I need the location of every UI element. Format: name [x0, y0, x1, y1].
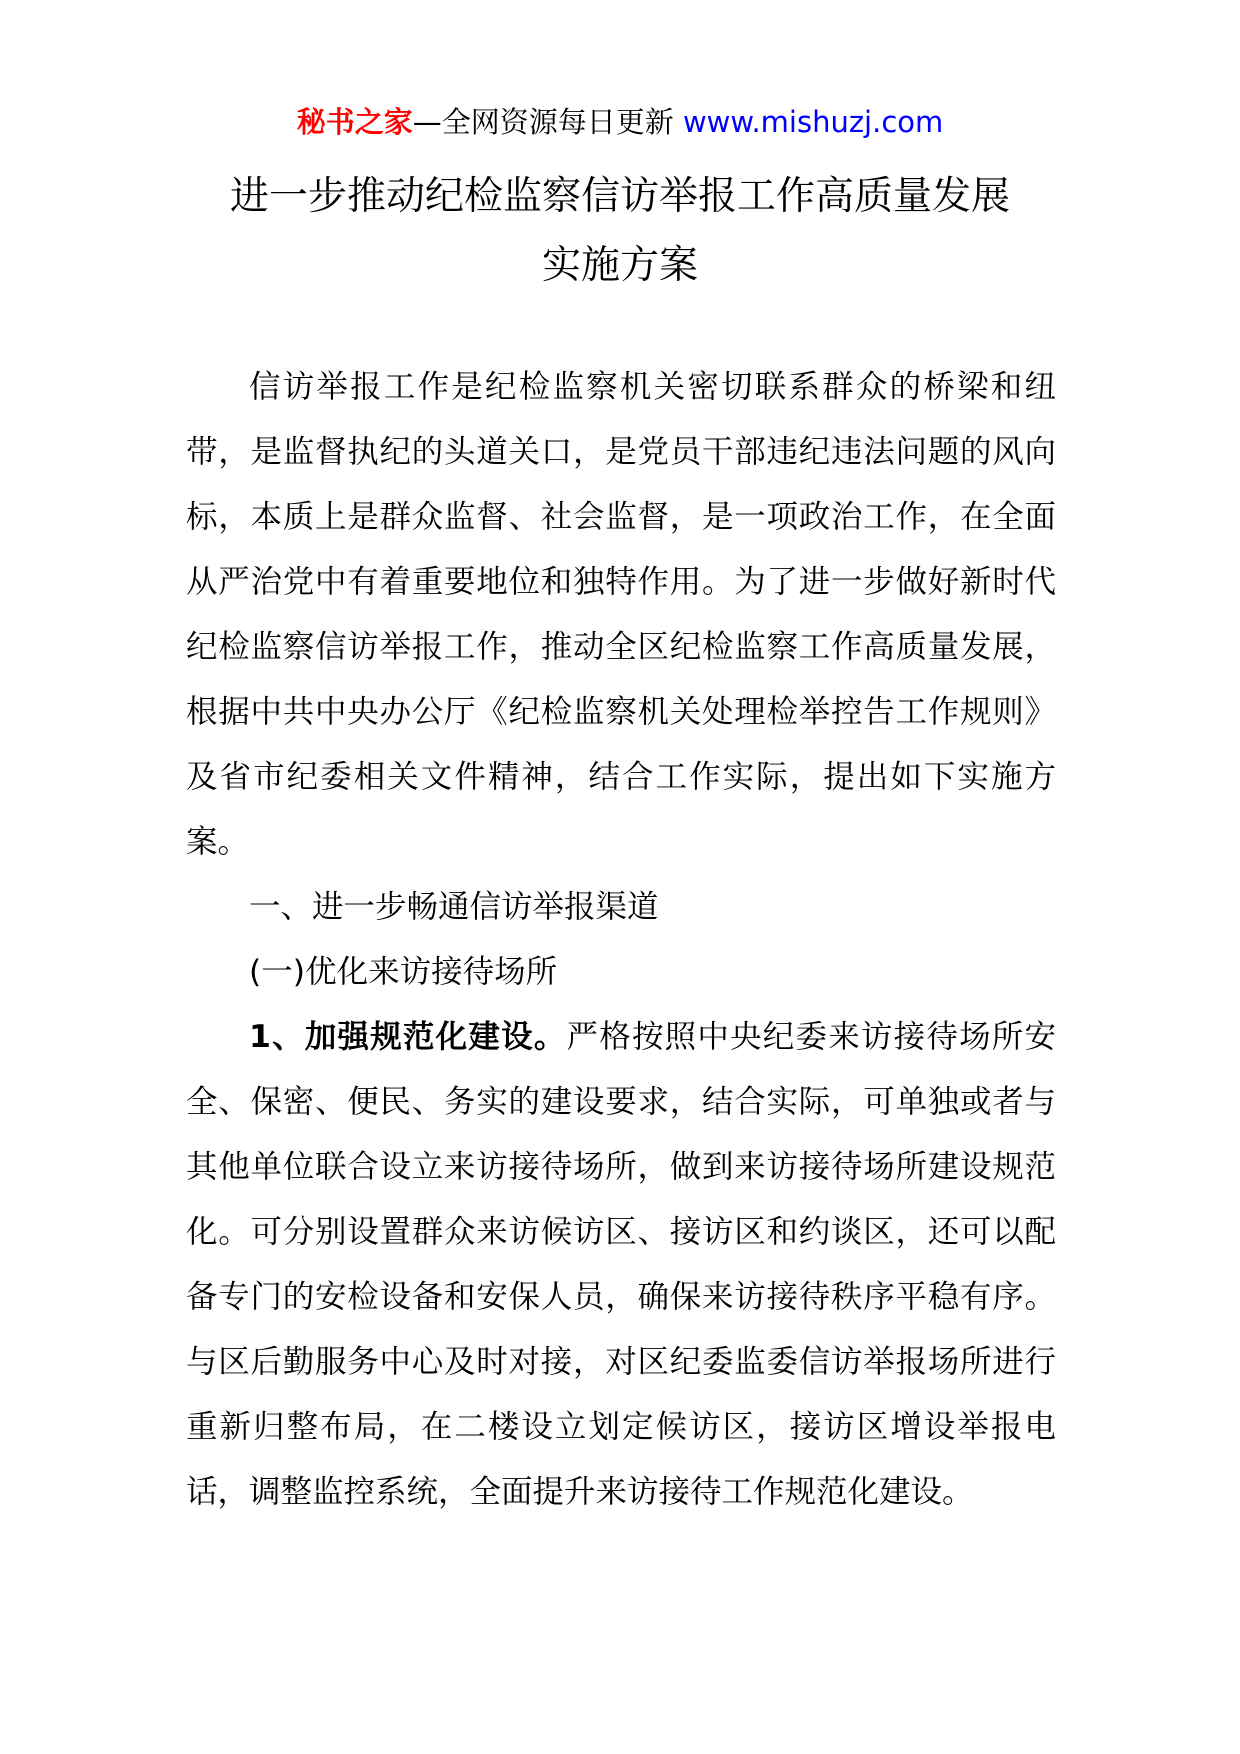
website-link[interactable]: www.mishuzj.com: [682, 105, 944, 139]
subsection-heading: (一)优化来访接待场所: [249, 954, 558, 990]
intro-paragraph: 信访举报工作是纪检监察机关密切联系群众的桥梁和纽带，是监督执纪的头道关口，是党员干部违纪违法问题的风向标，本质上是群众监督、社会监督，是一项政治工作，在全面从严治党中有着重要地位和独特作用。为了进一步做好新时代纪检监察信访举报工作，推动全区纪检监察工作高质量发展，根据中共中央办公厅《纪检监察机关处理检举控告工作规则》及省市纪委相关文件精神，结合工作实际，提出如下实施方案。: [186, 369, 1056, 860]
title-line-2: 实施方案: [541, 243, 698, 288]
section-heading: 一、进一步畅通信访举报渠道: [249, 889, 659, 925]
brand-name: 秘书之家: [296, 105, 413, 139]
header-tagline: —全网资源每日更新: [412, 105, 683, 139]
title-line-1: 进一步推动纪检监察信访举报工作高质量发展: [229, 174, 1010, 219]
document-title: [0, 162, 1240, 300]
item-lead: 1、加强规范化建设。: [249, 1019, 567, 1055]
item-body: 严格按照中央纪委来访接待场所安全、保密、便民、务实的建设要求，结合实际，可单独或者与其他单位联合设立来访接待场所，做到来访接待场所建设规范化。可分别设置群众来访候访区、接访区和约谈区，还可以配备专门的安检设备和安保人员，确保来访接待秩序平稳有序。与区后勤服务中心及时对接，对区纪委监委信访举报场所进行重新归整布局，在二楼设立划定候访区，接访区增设举报电话，调整监控系统，全面提升来访接待工作规范化建设。: [186, 1019, 1056, 1510]
item-paragraph: [186, 1005, 1056, 1525]
watermark-header: [0, 100, 1240, 144]
document-body: [186, 355, 1056, 1525]
